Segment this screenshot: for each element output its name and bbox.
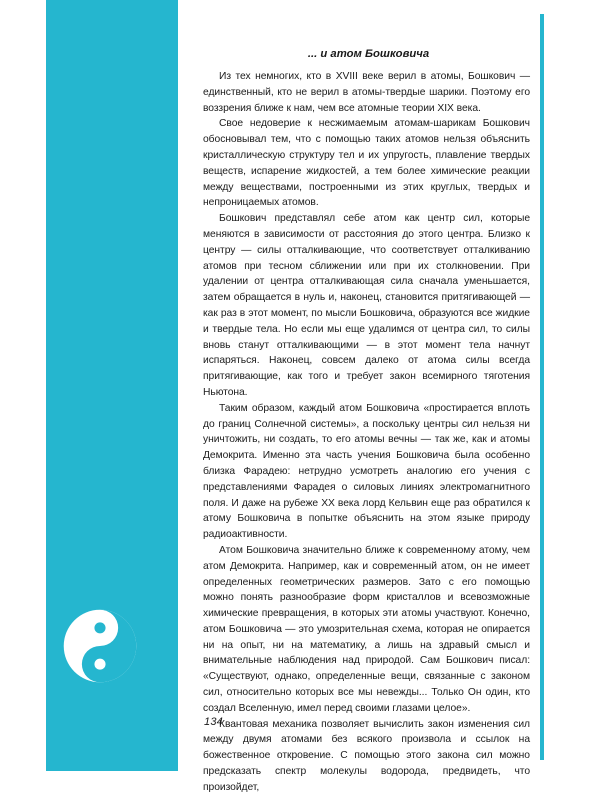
right-margin-rule [540,14,544,760]
paragraph: Из тех немногих, кто в XVIII веке верил в атомы, Бошкович — единственный, кто не верил в атомы-твердые шарики. Поэтому его воззрения ближе к нам, чем все атомные теории XIX века. [203,71,530,114]
paragraph: Атом Бошковича значительно ближе к современному атому, чем атом Демокрита. Например, как и современный атом, он не имеет определенных геометрических размеров. Зато с его помощью можно понять разнообразие форм кристаллов и всевозможные химические превращения, в которых эти атомы участвуют. Конечно, атом Бошковича — это умозрительная схема, которая не опирается ни на опыт, ни на математику, а лишь на здравый смысл и внимательные наблюдения над природой. Сам Бошкович писал: «Существуют, однако, определенные вещи, связанные с законом сил, относительно которых все мы невежды... Только Он один, кто создал Вселенную, имел перед своими глазами целое». [203,544,530,714]
paragraph: Свое недоверие к несжимаемым атомам-шарикам Бошкович обосновывал тем, что с помощью таких атомов нельзя объяснить кристаллическую структуру тел и их упругость, плавление твердых веществ, испарение жидкостей, а тем более химические реакции между веществами, построенными из этих круглых, твердых и непроницаемых атомов. [203,118,530,209]
article-body [203,48,530,796]
paragraph: Таким образом, каждый атом Бошковича «простирается вплоть до границ Солнечной системы», а поскольку центры сил нельзя ни уничтожить, ни создать, то его атомы вечны — так же, как и атомы Демокрита. Именно эта часть учения Бошковича была особенно близка Фарадею: нетрудно усмотреть аналогию его учения с представлениями Фарадея о силовых линиях электромагнитного поля. И даже на рубеже XX века лорд Кельвин еще раз обратился к атому Бошковича в попытке объяснить на этом языке природу радиоактивности. [203,402,530,541]
yin-yang-icon [63,609,137,683]
page-number: 134 [204,716,223,728]
paragraph: Квантовая механика позволяет вычислить закон изменения сил между двумя атомами без всякого произвола и ссылок на божественное откровение. С помощью этого закона сил можно предсказать спектр молекулы водорода, предвидеть, что произойдет, [203,718,530,793]
section-heading: ... и атом Бошковича [307,48,430,60]
paragraph: Бошкович представлял себе атом как центр сил, которые меняются в зависимости от расстояния до этого центра. Близко к центру — силы отталкивающие, что соответствует отталкиванию атомов при тесном сближении или при их столкновении. При удалении от центра отталкивающая сила сначала уменьшается, затем обращается в нуль и, наконец, становится притягивающей — как раз в этот момент, по мысли Бошковича, образуются все жидкие и твердые тела. Но если мы еще удалимся от центра сил, то силы вновь станут отталкивающими — в этот момент тела начнут испаряться. Наконец, совсем далеко от атома силы всегда притягивающие, как того и требует закон всемирного тяготения Ньютона. [203,213,530,398]
